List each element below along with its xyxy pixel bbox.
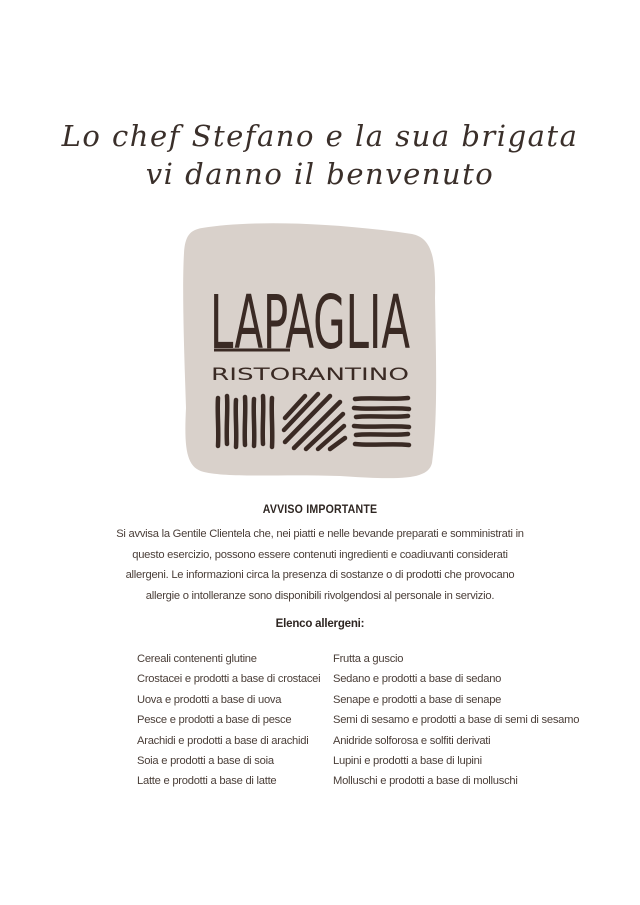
pasta-icon-vertical	[218, 396, 273, 447]
allergen-list-left	[137, 649, 320, 792]
list-item: Pesce e prodotti a base di pesce	[137, 714, 292, 727]
welcome-line-2: vi danno il benvenuto	[145, 157, 495, 191]
list-item: Cereali contenenti glutine	[137, 653, 257, 665]
list-item: Frutta a guscio	[333, 653, 404, 665]
list-item: Molluschi e prodotti a base di molluschi	[333, 775, 518, 788]
list-item: Arachidi e prodotti a base di arachidi	[137, 734, 309, 747]
list-item: Uova e prodotti a base di uova	[137, 693, 282, 706]
list-item: Soia e prodotti a base di soia	[137, 755, 274, 768]
welcome-line-1: Lo chef Stefano e la sua brigata	[61, 119, 579, 153]
list-item: Anidride solforosa e solfiti derivati	[333, 734, 491, 747]
notice-title: AVVISO IMPORTANTE	[262, 504, 378, 516]
list-item: Lupini e prodotti a base di lupini	[333, 755, 482, 768]
logo-subtitle: RISTORANTINO	[211, 365, 409, 385]
list-item: Sedano e prodotti a base di sedano	[333, 673, 502, 686]
list-item: Crostacei e prodotti a base di crostacei	[137, 673, 321, 686]
logo-wordmark: LAPAGLIA	[210, 280, 411, 366]
notice-body: Si avvisa la Gentile Clientela che, nei piatti e nelle bevande preparati e somministrati in questo esercizio, possono essere contenuti ingredienti e coadiuvanti considerati allergeni. Le informazioni circa la presenza di sostanze o di prodotti che provocano allergie o intolleranze sono disponibili rivolgendosi al personale in servizio.	[116, 528, 524, 602]
list-item: Semi di sesamo e prodotti a base di semi di sesamo	[333, 714, 580, 727]
allergen-list-right	[333, 649, 579, 792]
restaurant-logo	[180, 218, 440, 483]
list-item: Senape e prodotti a base di senape	[333, 693, 502, 706]
allergen-list-title: Elenco allergeni:	[275, 618, 365, 630]
list-item: Latte e prodotti a base di latte	[137, 775, 277, 788]
